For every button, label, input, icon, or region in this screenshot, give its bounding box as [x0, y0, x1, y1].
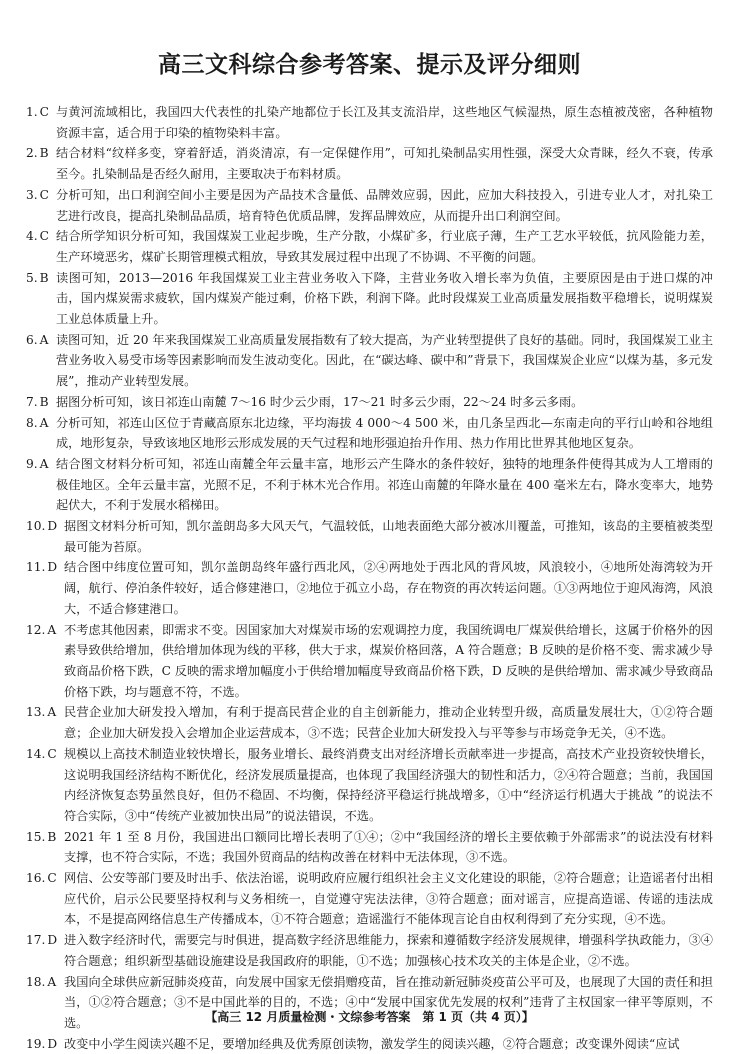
answer-item [26, 185, 713, 226]
answer-item [26, 827, 713, 868]
answer-explanation: 民营企业加大研发投入增加，有利于提高民营企业的自主创新能力，推动企业转型升级，高质量发展壮大，①②符合题意；企业加大研发投入会增加企业运营成本，③不选；民营企业加大研发投入与平等参与市场竞争无关，④不选。 [64, 705, 713, 741]
answer-explanation: 2021 年 1 至 8 月份，我国进出口额同比增长表明了①④；②中“我国经济的增长主要依赖于外部需求”的说法没有材料支撑，也不符合实际，不选；我国外贸商品的结构改善在材料中无法体现，③不选。 [64, 829, 713, 865]
answer-explanation: 与黄河流域相比，我国四大代表性的扎染产地都位于长江及其支流沿岸，这些地区气候湿热，原生态植被茂密，各种植物资源丰富，适合用于印染的植物染料丰富。 [56, 105, 713, 140]
answer-explanation: 结合图中纬度位置可知，凯尔盖朗岛终年盛行西北风，②④两地处于西北风的背风坡，风浪较小，④地所处海湾较为开阔，航行、停泊条件较好，适合修建港口，②地位于孤立小岛，存在物资的再次转运问题。①③两地位于迎风海湾，风浪大，不适合修建港口。 [64, 560, 713, 616]
answer-key: A [39, 456, 49, 471]
answer-key: B [47, 829, 57, 844]
answer-item [26, 868, 713, 930]
answer-number [26, 827, 64, 868]
answer-explanation: 分析可知，祁连山区位于青藏高原东北边缘，平均海拔 4 000～4 500 米，由几条呈西北—东南走向的平行山岭和谷地组成，地形复杂，导致该地区地形云形成发展的天气过程和地形强迫抬升作用、热力作用比世界其他地区复杂。 [56, 415, 713, 451]
question-number: 10. [26, 519, 46, 534]
answer-explanation: 据图分析可知，该日祁连山南麓 7～16 时少云少雨，17～21 时多云少雨，22～24 时多云多雨。 [56, 394, 584, 409]
answer-explanation: 进入数字经济时代，需要完与时俱进，提高数字经济思维能力，探索和遵循数字经济发展规律，增强科学执政能力，③④符合题意；组织新型基础设施建设是我国政府的职能，①不选；加强核心技术攻关的主体是企业，②不选。 [64, 933, 713, 968]
answer-key: B [39, 394, 49, 409]
question-number: 3. [26, 187, 38, 202]
answer-explanation: 规模以上高技术制造业较快增长，服务业增长、最终消费支出对经济增长贡献率进一步提高，高技术产业投资较快增长，这说明我国经济结构不断优化，经济发展质量提高，也体现了我国经济强大的韧性和活力，②④符合题意；当前，我国国内经济恢复态势虽然良好，但仍不稳固、不均衡，保持经济平稳运行挑战增多，①中“经济运行机遇大于挑战 ”的说法不符合实际，③中“传统产业被加快出局”的说法错误，不选。 [64, 746, 713, 823]
answer-key: A [39, 332, 49, 347]
answer-key: C [39, 187, 49, 202]
answer-key: C [47, 746, 57, 761]
answer-key: D [47, 519, 58, 534]
answer-key: A [47, 974, 57, 989]
answer-explanation: 我国向全球供应新冠肺炎疫苗，向发展中国家无偿捐赠疫苗，旨在推动新冠肺炎疫苗公平可及，也展现了大国的责任和担当，①②符合题意；③不是中国此举的目的，不选；④中“发展中国家优先发展的权利”违背了主权国家一律平等原则，不选。 [64, 974, 713, 1030]
answer-number [26, 516, 64, 557]
answer-list [26, 102, 713, 1054]
question-number: 2. [26, 146, 38, 161]
answer-number [26, 185, 56, 226]
answer-explanation: 读图可知，2013—2016 年我国煤炭工业主营业务收入下降，主营业务收入增长率为负值，主要原因是由于进口煤的冲击，国内煤炭需求疲软，国内煤炭产能过剩，价格下跌，利润下降。此时段煤炭工业高质量发展指数平稳增长，说明煤炭工业总体质量上升。 [56, 270, 713, 327]
question-number: 11. [26, 560, 46, 575]
answer-key: A [47, 705, 57, 720]
answer-key: D [47, 1036, 58, 1051]
answer-explanation: 网信、公安等部门要及时出手、依法治谣，说明政府应履行组织社会主义文化建设的职能，②符合题意；让造谣者付出相应代价，启示公民要坚持权利与义务相统一，自觉遵守宪法法律，③符合题意；面对谣言，应提高造谣、传谣的违法成本，不是提高网络信息生产传播成本，①不符合题意；造谣滥行不能体现言论自由权利得到了充分实现，④不选。 [64, 871, 713, 927]
answer-explanation: 不考虑其他因素，即需求不变。因国家加大对煤炭市场的宏观调控力度，我国统调电厂煤炭供给增长，这属于价格外的因素导致供给增加，供给增加体现为线的平移，供大于求，煤炭价格回落，A 符合题意；B 反映的是价格不变、需求减少导致商品价格下跌，C 反映的需求增加幅度小于供给增加幅度导致商品价格下跌，D 反映的是供给增加、需求减少导致商品价格下跌，均与题意不符，不选。 [64, 622, 713, 699]
answer-item [26, 620, 713, 703]
answer-number [26, 930, 64, 971]
question-number: 5. [26, 270, 38, 285]
answer-item [26, 268, 713, 330]
answer-explanation: 结合图文材料分析可知，祁连山南麓全年云量丰富，地形云产生降水的条件较好，独特的地理条件使得其成为人工增雨的极佳地区。全年云量丰富，光照不足，不利于林木光合作用。祁连山南麓的年降水量在 400 毫米左右，降水变率大，地势起伏大，不利于发展水稻梯田。 [56, 456, 713, 513]
answer-number [26, 454, 56, 516]
answer-item [26, 702, 713, 743]
answer-item [26, 413, 713, 454]
answer-number [26, 102, 56, 143]
answer-key: C [39, 105, 49, 119]
answer-item [26, 516, 713, 557]
answer-number [26, 392, 56, 413]
question-number: 18. [26, 974, 46, 989]
answer-key: D [47, 933, 58, 948]
question-number: 14. [26, 746, 46, 761]
answer-number [26, 557, 64, 619]
question-number: 12. [26, 622, 46, 637]
answer-number [26, 620, 64, 703]
answer-explanation: 结合所学知识分析可知，我国煤炭工业起步晚，生产分散，小煤矿多，行业底子薄，生产工艺水平较低，抗风险能力差，生产环境恶劣，煤矿长期管理模式粗放，导致其发展过程中出现了不协调、不平衡的问题。 [56, 229, 713, 264]
question-number: 8. [26, 415, 38, 430]
question-number: 13. [26, 705, 46, 720]
answer-number [26, 143, 56, 184]
answer-item [26, 744, 713, 827]
answer-number [26, 268, 56, 330]
question-number: 1. [26, 105, 38, 119]
answer-item [26, 930, 713, 971]
answer-explanation: 据图文材料分析可知，凯尔盖朗岛多大风天气，气温较低，山地表面绝大部分被冰川覆盖，可推知，该岛的主要植被类型最可能为苔原。 [64, 519, 713, 554]
question-number: 15. [26, 829, 46, 844]
answer-item [26, 102, 713, 143]
answer-key: B [39, 146, 49, 161]
answer-explanation: 读图可知，近 20 年来我国煤炭工业高质量发展指数有了较大提高，为产业转型提供了良好的基础。同时，我国煤炭工业主营业务收入易受市场等因素影响而发生波动变化。因此，在“碳达峰、碳中和”背景下，我国煤炭企业应“以煤为基，多元发展”，推动产业转型发展。 [56, 332, 714, 389]
question-number: 16. [26, 871, 46, 886]
answer-key: D [47, 560, 58, 575]
question-number: 17. [26, 933, 46, 948]
answer-number [26, 413, 56, 454]
answer-key: B [39, 270, 49, 285]
answer-item [26, 330, 713, 392]
answer-number [26, 226, 56, 267]
answer-item [26, 143, 713, 184]
page-title: 高三文科综合参考答案、提示及评分细则 [158, 52, 581, 78]
answer-explanation: 改变中小学生阅读兴趣不足，要增加经典及优秀原创读物，激发学生的阅读兴趣，②符合题意；改变课外阅读“应试 [64, 1036, 680, 1051]
answer-key: C [39, 229, 49, 244]
question-number: 6. [26, 332, 38, 347]
answer-explanation: 结合材料“纹样多变，穿着舒适，消炎清凉，有一定保健作用”，可知扎染制品实用性强，深受大众青睐，经久不衰，传承至今。扎染制品是否经久耐用，主要取决于布料材质。 [56, 146, 713, 182]
answer-item [26, 454, 713, 516]
answer-item [26, 226, 713, 267]
answer-item [26, 557, 713, 619]
question-number: 7. [26, 394, 38, 409]
answer-explanation: 分析可知，出口利润空间小主要是因为产品技术含量低、品牌效应弱，因此，应加大科技投入，引进专业人才，对扎染工艺进行改良，提高扎染制品品质，培育特色优质品牌，发挥品牌效应，从而提升出口利润空间。 [56, 187, 713, 223]
answer-key: A [47, 622, 57, 637]
answer-key: A [39, 415, 49, 430]
page-footer: 【高三 12 月质量检测・文综参考答案 第 1 页（共 4 页）】 [205, 1010, 534, 1024]
answer-key: C [47, 871, 57, 886]
question-number: 19. [26, 1036, 46, 1051]
question-number: 4. [26, 229, 38, 244]
question-number: 9. [26, 456, 38, 471]
answer-number [26, 744, 64, 827]
answer-number [26, 702, 64, 743]
answer-number [26, 330, 56, 392]
answer-item [26, 392, 713, 413]
answer-number [26, 868, 64, 930]
